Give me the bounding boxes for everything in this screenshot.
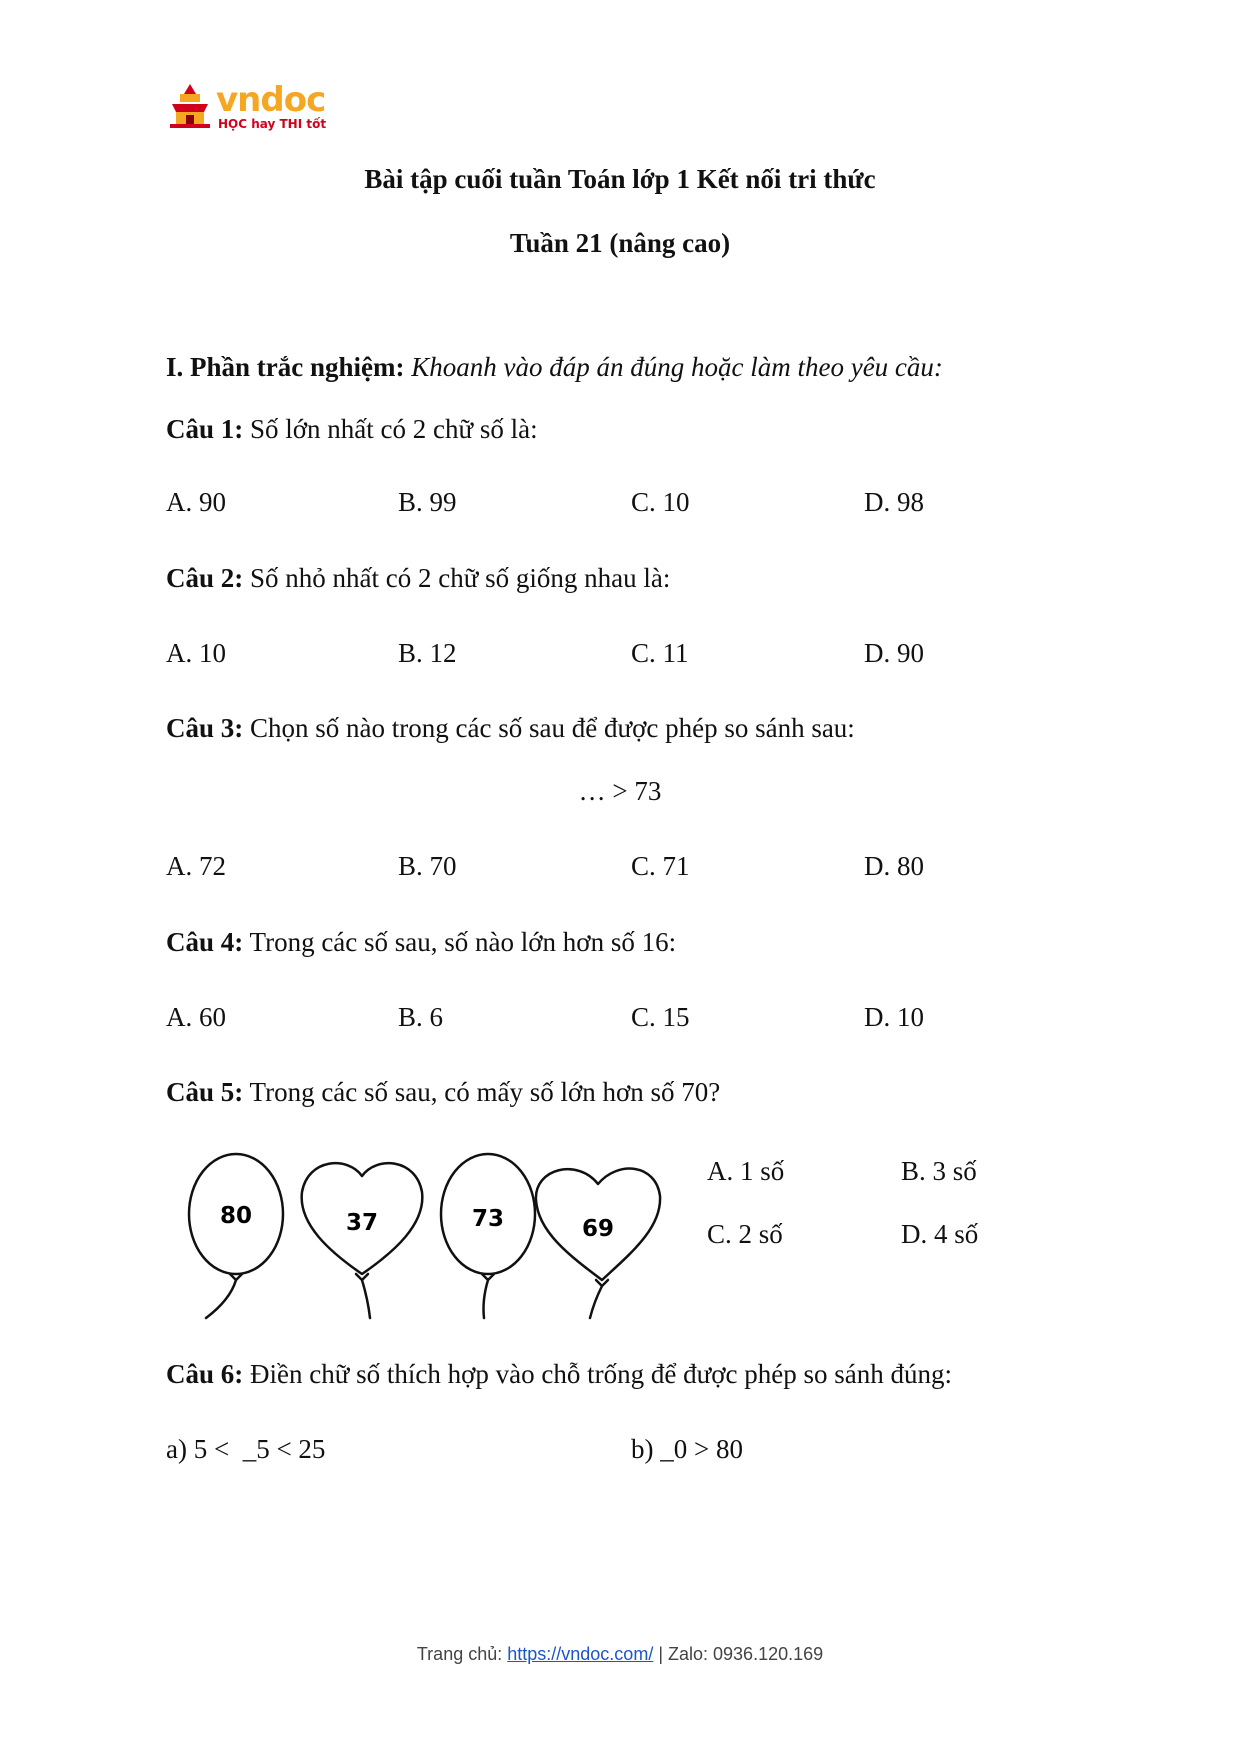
question-2 bbox=[166, 561, 670, 595]
question-4 bbox=[166, 925, 676, 959]
q1-option-d[interactable]: D. 98 bbox=[864, 487, 924, 517]
question-label: Câu 3: bbox=[166, 713, 244, 743]
q4-option-c[interactable]: C. 15 bbox=[631, 1002, 690, 1032]
question-6 bbox=[166, 1357, 952, 1391]
q3-option-d[interactable]: D. 80 bbox=[864, 851, 924, 881]
question-label: Câu 2: bbox=[166, 563, 244, 593]
temple-icon bbox=[166, 82, 214, 130]
balloon bbox=[189, 1154, 283, 1318]
q3-option-b[interactable]: B. 70 bbox=[398, 851, 457, 881]
q6-part-a[interactable]: a) 5 < _5 < 25 bbox=[166, 1434, 326, 1464]
q5-option-a[interactable]: A. 1 số bbox=[707, 1156, 785, 1186]
question-label: Câu 1: bbox=[166, 414, 244, 444]
question-text: Số lớn nhất có 2 chữ số là: bbox=[250, 414, 538, 444]
vndoc-logo[interactable] bbox=[166, 80, 336, 136]
footer-contact: | Zalo: 0936.120.169 bbox=[653, 1644, 824, 1664]
question-text: Chọn số nào trong các số sau để được phép so sánh sau: bbox=[250, 713, 855, 743]
question-text: Trong các số sau, số nào lớn hơn số 16: bbox=[249, 927, 677, 957]
q2-option-d[interactable]: D. 90 bbox=[864, 638, 924, 668]
q2-option-b[interactable]: B. 12 bbox=[398, 638, 457, 668]
q5-option-c[interactable]: C. 2 số bbox=[707, 1219, 783, 1249]
q3-expression: … > 73 bbox=[578, 776, 662, 806]
question-text: Trong các số sau, có mấy số lớn hơn số 70? bbox=[249, 1077, 721, 1107]
section-instruction: Khoanh vào đáp án đúng hoặc làm theo yêu cầu: bbox=[411, 352, 943, 382]
q1-option-a[interactable]: A. 90 bbox=[166, 487, 226, 517]
balloon-number: 69 bbox=[581, 1216, 615, 1242]
worksheet-title: Bài tập cuối tuần Toán lớp 1 Kết nối tri thức bbox=[364, 164, 876, 194]
section-title: I. Phần trắc nghiệm: bbox=[166, 352, 405, 382]
question-5 bbox=[166, 1075, 720, 1109]
q1-option-c[interactable]: C. 10 bbox=[631, 487, 690, 517]
page-footer bbox=[0, 1642, 1240, 1666]
q4-option-a[interactable]: A. 60 bbox=[166, 1002, 226, 1032]
logo-wordmark: vndoc bbox=[216, 80, 326, 120]
q2-option-c[interactable]: C. 11 bbox=[631, 638, 689, 668]
question-label: Câu 6: bbox=[166, 1359, 244, 1389]
balloon bbox=[536, 1169, 660, 1318]
q3-option-c[interactable]: C. 71 bbox=[631, 851, 690, 881]
homepage-link[interactable]: https://vndoc.com/ bbox=[507, 1644, 654, 1664]
q3-option-a[interactable]: A. 72 bbox=[166, 851, 226, 881]
logo-tagline: HỌC hay THI tốt bbox=[218, 117, 327, 131]
balloon-illustration bbox=[180, 1150, 690, 1320]
q5-option-d[interactable]: D. 4 số bbox=[901, 1219, 979, 1249]
q2-option-a[interactable]: A. 10 bbox=[166, 638, 226, 668]
q4-option-b[interactable]: B. 6 bbox=[398, 1002, 444, 1032]
q6-part-b[interactable]: b) _0 > 80 bbox=[631, 1434, 743, 1464]
balloon-number: 73 bbox=[471, 1206, 505, 1232]
question-label: Câu 4: bbox=[166, 927, 244, 957]
question-text: Điền chữ số thích hợp vào chỗ trống để được phép so sánh đúng: bbox=[250, 1359, 952, 1389]
balloon-number: 80 bbox=[219, 1203, 253, 1229]
worksheet-subtitle: Tuần 21 (nâng cao) bbox=[509, 228, 731, 258]
question-1 bbox=[166, 412, 538, 446]
footer-prefix: Trang chủ: bbox=[416, 1644, 508, 1664]
question-label: Câu 5: bbox=[166, 1077, 244, 1107]
question-text: Số nhỏ nhất có 2 chữ số giống nhau là: bbox=[250, 563, 671, 593]
q4-option-d[interactable]: D. 10 bbox=[864, 1002, 924, 1032]
balloon bbox=[302, 1163, 423, 1318]
question-3 bbox=[166, 711, 855, 745]
section-heading bbox=[166, 350, 943, 384]
q1-option-b[interactable]: B. 99 bbox=[398, 487, 457, 517]
balloon-number: 37 bbox=[345, 1210, 379, 1236]
q5-option-b[interactable]: B. 3 số bbox=[901, 1156, 977, 1186]
balloon bbox=[441, 1154, 535, 1318]
